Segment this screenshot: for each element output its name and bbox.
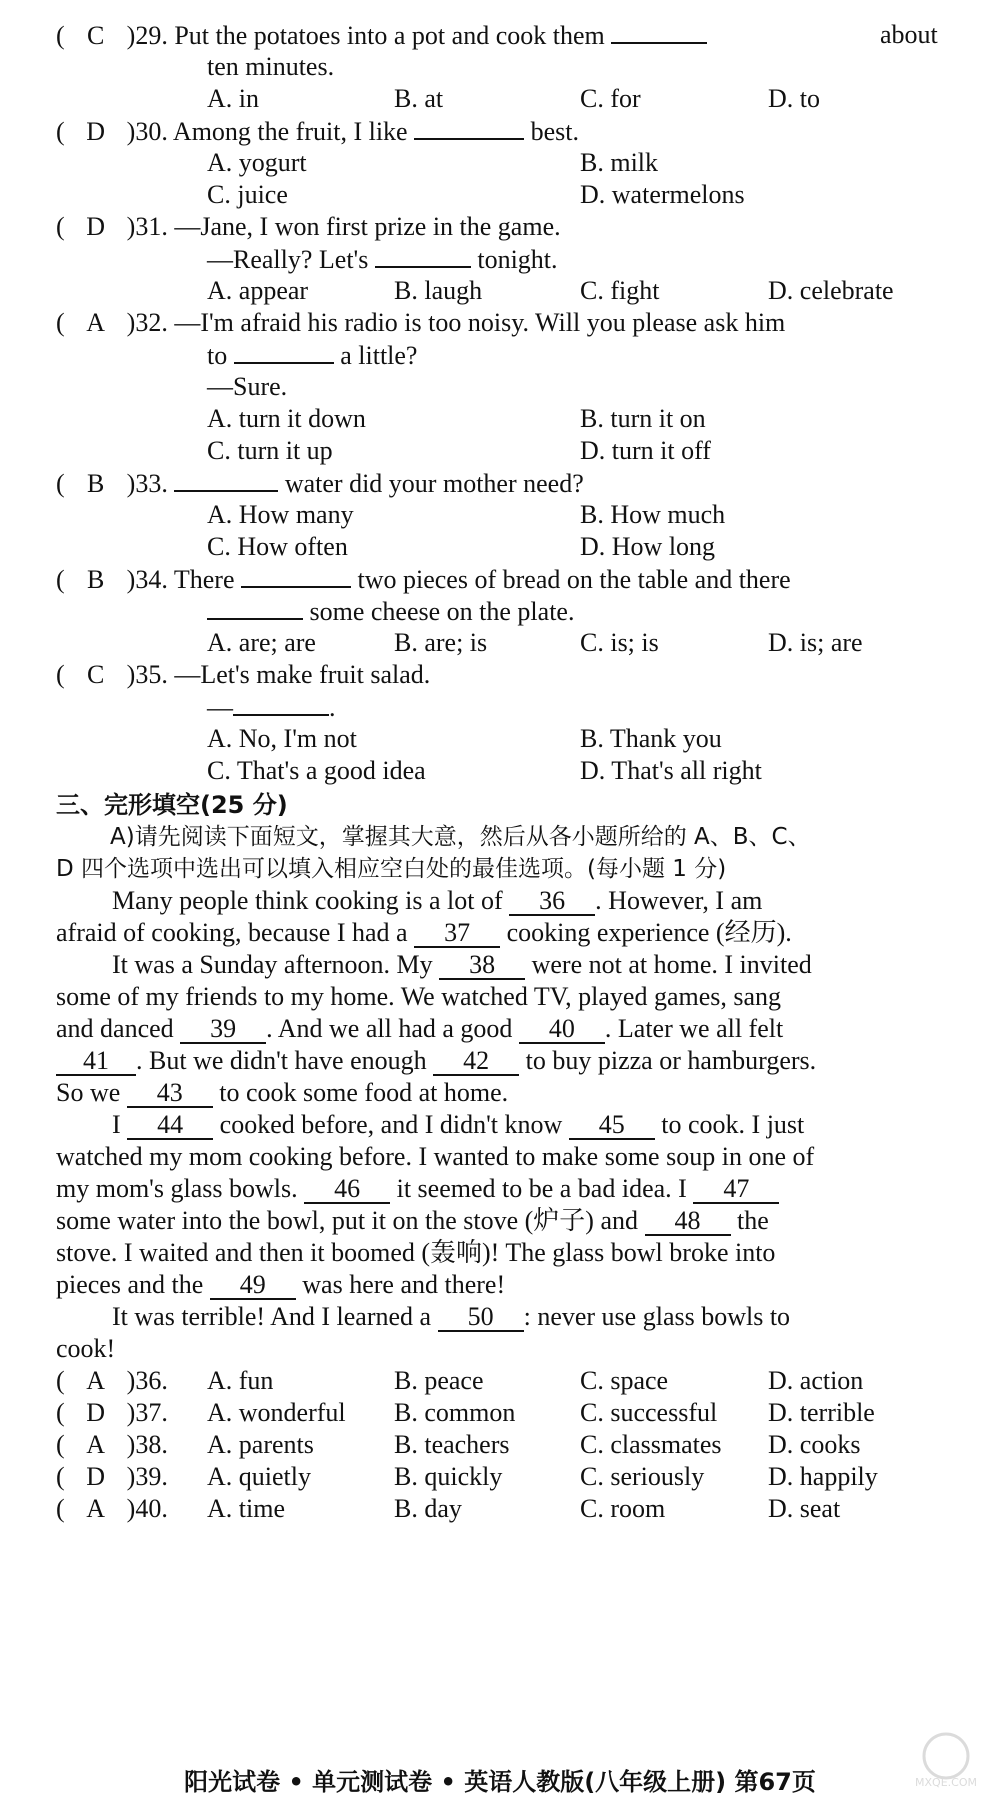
text: a little? bbox=[340, 341, 418, 370]
question-stem-end: best. bbox=[530, 117, 579, 146]
cloze-blank-48: 48 bbox=[645, 1206, 731, 1236]
option-c: C. turn it up bbox=[207, 436, 333, 465]
option-a: A. fun bbox=[207, 1366, 274, 1395]
option-d: D. That's all right bbox=[580, 756, 762, 785]
passage-line bbox=[112, 1110, 804, 1140]
text: — bbox=[207, 693, 233, 722]
answer: C bbox=[87, 660, 105, 689]
question-line-2 bbox=[207, 340, 417, 371]
answer: A bbox=[86, 308, 106, 337]
option-a: A. wonderful bbox=[207, 1398, 346, 1427]
question-stem-cont: ten minutes. bbox=[207, 52, 335, 81]
option-b: B. day bbox=[394, 1494, 462, 1523]
text: I bbox=[112, 1110, 121, 1139]
question-number: 40 bbox=[135, 1494, 162, 1523]
answer-blank bbox=[234, 340, 334, 364]
answer: D bbox=[86, 1398, 106, 1427]
option-c: C. seriously bbox=[580, 1462, 705, 1491]
cloze-blank-40: 40 bbox=[519, 1014, 605, 1044]
option-d: D. seat bbox=[768, 1494, 841, 1523]
watermark-text: MXQE.COM bbox=[915, 1776, 977, 1789]
text: . Later we all felt bbox=[604, 1014, 784, 1043]
page-footer: 阳光试卷 • 单元测试卷 • 英语人教版(八年级上册) 第67页 bbox=[184, 1768, 816, 1796]
option-d: D. to bbox=[768, 84, 820, 113]
answer-blank bbox=[414, 116, 524, 140]
answer: A bbox=[86, 1366, 106, 1395]
answer: B bbox=[87, 469, 105, 498]
cloze-blank-36: 36 bbox=[509, 886, 595, 916]
option-a: A. No, I'm not bbox=[207, 724, 357, 753]
passage-line: some of my friends to my home. We watched TV, played games, sang bbox=[56, 982, 782, 1011]
option-c: C. That's a good idea bbox=[207, 756, 426, 785]
question-stem: —Let's make fruit salad. bbox=[174, 660, 431, 689]
cloze-blank-46: 46 bbox=[304, 1174, 390, 1204]
option-a: A. are; are bbox=[207, 628, 316, 657]
option-a: A. yogurt bbox=[207, 148, 307, 177]
option-d: D. watermelons bbox=[580, 180, 745, 209]
question-line-3: —Sure. bbox=[207, 372, 288, 401]
question-stem: —Jane, I won first prize in the game. bbox=[174, 212, 561, 241]
passage-line bbox=[56, 1206, 769, 1236]
answer: D bbox=[86, 1462, 106, 1491]
cloze-question: ( A )40. bbox=[56, 1494, 168, 1523]
passage-line bbox=[56, 1046, 816, 1076]
answer: C bbox=[87, 21, 105, 50]
question-number: 30 bbox=[135, 117, 162, 146]
text: the bbox=[737, 1206, 769, 1235]
answer-blank bbox=[207, 596, 303, 620]
passage-line bbox=[56, 1078, 508, 1108]
option-b: B. How much bbox=[580, 500, 726, 529]
option-c: C. juice bbox=[207, 180, 288, 209]
text: . But we didn't have enough bbox=[136, 1046, 427, 1075]
question-stem: Put the potatoes into a pot and cook them bbox=[174, 21, 605, 50]
answer: D bbox=[86, 212, 106, 241]
question-30: ( D )30. Among the fruit, I like best. bbox=[56, 117, 579, 146]
question-line-2 bbox=[207, 692, 336, 723]
cloze-question: ( D )39. bbox=[56, 1462, 168, 1491]
option-a: A. How many bbox=[207, 500, 354, 529]
question-29: ( C )29. Put the potatoes into a pot and cook them bbox=[56, 20, 707, 51]
option-b: B. common bbox=[394, 1398, 516, 1427]
text: So we bbox=[56, 1078, 121, 1107]
cloze-blank-41: 41 bbox=[56, 1046, 136, 1076]
text: tonight. bbox=[477, 245, 558, 274]
question-stem: There bbox=[173, 565, 235, 594]
text: . However, I am bbox=[595, 886, 763, 915]
text: : never use glass bowls to bbox=[523, 1302, 791, 1331]
question-number: 34 bbox=[135, 565, 162, 594]
answer-blank bbox=[241, 564, 351, 588]
passage-line bbox=[56, 1174, 779, 1204]
answer: A bbox=[86, 1494, 106, 1523]
text: to bbox=[207, 341, 228, 370]
option-c: C. successful bbox=[580, 1398, 718, 1427]
option-b: B. teachers bbox=[394, 1430, 510, 1459]
option-c: C. fight bbox=[580, 276, 660, 305]
option-a: A. in bbox=[207, 84, 259, 113]
text: and danced bbox=[56, 1014, 174, 1043]
cloze-blank-45: 45 bbox=[569, 1110, 655, 1140]
text: pieces and the bbox=[56, 1270, 204, 1299]
passage-line: watched my mom cooking before. I wanted to make some soup in one of bbox=[56, 1142, 815, 1171]
option-d: D. happily bbox=[768, 1462, 878, 1491]
option-a: A. quietly bbox=[207, 1462, 311, 1491]
option-c: C. space bbox=[580, 1366, 669, 1395]
question-number: 31 bbox=[135, 212, 162, 241]
question-35: ( C )35. —Let's make fruit salad. bbox=[56, 660, 431, 689]
cloze-question: ( A )36. bbox=[56, 1366, 168, 1395]
option-b: B. laugh bbox=[394, 276, 483, 305]
cloze-blank-42: 42 bbox=[433, 1046, 519, 1076]
question-number: 29 bbox=[135, 21, 162, 50]
passage-line: stove. I waited and then it boomed (轰响)! The glass bowl broke into bbox=[56, 1238, 776, 1267]
option-b: B. turn it on bbox=[580, 404, 706, 433]
text: Many people think cooking is a lot of bbox=[112, 886, 503, 915]
text: . And we all had a good bbox=[266, 1014, 513, 1043]
cloze-question: ( A )38. bbox=[56, 1430, 168, 1459]
passage-line: cook! bbox=[56, 1334, 116, 1363]
question-line-2 bbox=[207, 596, 574, 627]
cloze-blank-43: 43 bbox=[127, 1078, 213, 1108]
text: it seemed to be a bad idea. I bbox=[396, 1174, 687, 1203]
text: It was terrible! And I learned a bbox=[112, 1302, 432, 1331]
section-intro: A)请先阅读下面短文，掌握其大意，然后从各小题所给的 A、B、C、 bbox=[110, 824, 811, 850]
text: It was a Sunday afternoon. My bbox=[112, 950, 433, 979]
text: some water into the bowl, put it on the stove (炉子) and bbox=[56, 1206, 639, 1235]
text: —Really? Let's bbox=[207, 245, 369, 274]
text: was here and there! bbox=[302, 1270, 506, 1299]
question-stem-end: about bbox=[880, 20, 938, 49]
question-31: ( D )31. —Jane, I won first prize in the game. bbox=[56, 212, 561, 241]
cloze-blank-47: 47 bbox=[693, 1174, 779, 1204]
passage-line bbox=[56, 918, 792, 948]
answer: B bbox=[87, 565, 105, 594]
text: to buy pizza or hamburgers. bbox=[525, 1046, 817, 1075]
passage-line bbox=[112, 886, 762, 916]
question-32: ( A )32. —I'm afraid his radio is too noisy. Will you please ask him bbox=[56, 308, 786, 337]
cloze-blank-38: 38 bbox=[439, 950, 525, 980]
option-d: D. cooks bbox=[768, 1430, 861, 1459]
question-stem: —I'm afraid his radio is too noisy. Will you please ask him bbox=[174, 308, 786, 337]
answer: D bbox=[86, 117, 106, 146]
option-c: C. room bbox=[580, 1494, 666, 1523]
option-d: D. terrible bbox=[768, 1398, 875, 1427]
option-a: A. appear bbox=[207, 276, 309, 305]
cloze-blank-37: 37 bbox=[414, 918, 500, 948]
option-c: C. classmates bbox=[580, 1430, 722, 1459]
option-a: A. time bbox=[207, 1494, 285, 1523]
question-line-2 bbox=[207, 244, 558, 275]
text: were not at home. I invited bbox=[531, 950, 812, 979]
question-number: 38 bbox=[135, 1430, 162, 1459]
passage-line bbox=[56, 1270, 505, 1300]
answer-blank bbox=[375, 244, 471, 268]
text: cooked before, and I didn't know bbox=[219, 1110, 563, 1139]
text: some cheese on the plate. bbox=[309, 597, 575, 626]
option-b: B. peace bbox=[394, 1366, 484, 1395]
question-number: 39 bbox=[135, 1462, 162, 1491]
watermark-logo bbox=[906, 1730, 986, 1790]
text: to cook some food at home. bbox=[219, 1078, 509, 1107]
text: my mom's glass bowls. bbox=[56, 1174, 298, 1203]
question-33: ( B )33. water did your mother need? bbox=[56, 469, 584, 498]
passage-line bbox=[56, 1014, 783, 1044]
answer: A bbox=[86, 1430, 106, 1459]
text: afraid of cooking, because I had a bbox=[56, 918, 408, 947]
cloze-question: ( D )37. bbox=[56, 1398, 168, 1427]
option-d: D. action bbox=[768, 1366, 864, 1395]
section-intro-cont: D 四个选项中选出可以填入相应空白处的最佳选项。(每小题 1 分) bbox=[56, 856, 727, 882]
section-title: 三、完形填空(25 分) bbox=[56, 791, 288, 819]
option-c: C. is; is bbox=[580, 628, 659, 657]
cloze-blank-39: 39 bbox=[180, 1014, 266, 1044]
question-number: 32 bbox=[135, 308, 162, 337]
question-stem-cont: two pieces of bread on the table and there bbox=[357, 565, 791, 594]
option-d: D. celebrate bbox=[768, 276, 894, 305]
option-b: B. quickly bbox=[394, 1462, 503, 1491]
question-number: 37 bbox=[135, 1398, 162, 1427]
option-d: D. How long bbox=[580, 532, 716, 561]
text: to cook. I just bbox=[661, 1110, 805, 1139]
option-d: D. turn it off bbox=[580, 436, 711, 465]
cloze-blank-44: 44 bbox=[127, 1110, 213, 1140]
text: . bbox=[329, 693, 336, 722]
question-number: 33 bbox=[135, 469, 162, 498]
cloze-blank-50: 50 bbox=[438, 1302, 524, 1332]
option-c: C. How often bbox=[207, 532, 348, 561]
question-34: ( B )34. There two pieces of bread on the table and there bbox=[56, 565, 791, 594]
question-stem: water did your mother need? bbox=[284, 469, 584, 498]
text: cooking experience (经历). bbox=[506, 918, 792, 947]
answer-blank bbox=[174, 468, 278, 492]
option-b: B. at bbox=[394, 84, 444, 113]
question-number: 35 bbox=[135, 660, 162, 689]
passage-line bbox=[112, 950, 812, 980]
option-b: B. are; is bbox=[394, 628, 488, 657]
option-b: B. milk bbox=[580, 148, 659, 177]
passage-line bbox=[112, 1302, 790, 1332]
answer-blank bbox=[611, 20, 707, 44]
question-stem: Among the fruit, I like bbox=[172, 117, 408, 146]
answer-blank bbox=[233, 692, 329, 716]
cloze-blank-49: 49 bbox=[210, 1270, 296, 1300]
option-c: C. for bbox=[580, 84, 641, 113]
question-number: 36 bbox=[135, 1366, 162, 1395]
option-a: A. turn it down bbox=[207, 404, 366, 433]
option-a: A. parents bbox=[207, 1430, 314, 1459]
option-d: D. is; are bbox=[768, 628, 863, 657]
option-b: B. Thank you bbox=[580, 724, 722, 753]
